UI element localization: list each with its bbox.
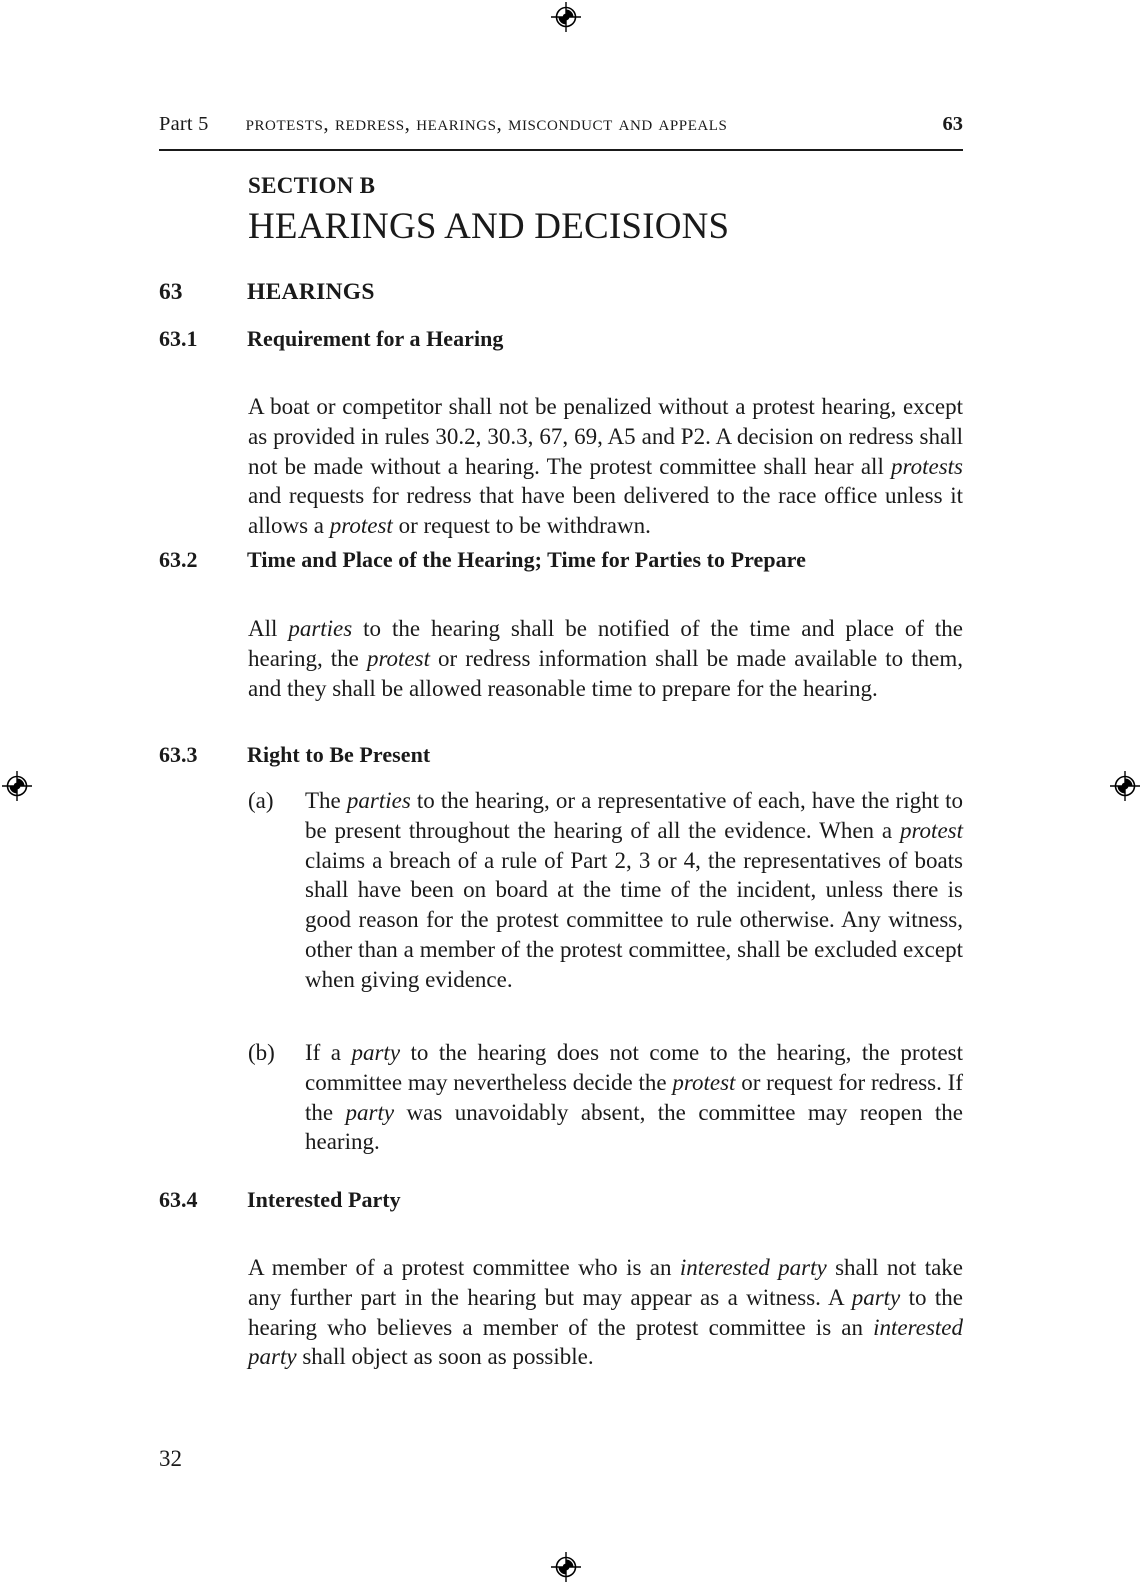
- running-head-title: protests, redress, hearings, misconduct and appeals: [245, 111, 728, 135]
- section-label: SECTION B: [248, 173, 376, 198]
- rule-63-3b-text-3: or request for redress. If the: [305, 1069, 963, 1125]
- rule-subitem-63-3-a: [248, 786, 963, 995]
- section-title: HEARINGS AND DECISIONS: [248, 206, 730, 247]
- rule-number-63-2: 63.2: [159, 547, 198, 572]
- header-divider: [159, 149, 963, 151]
- rule-63-2-text-3: or redress information shall be made available to them, and they shall be allowed reasonable time to prepare for the hearing.: [248, 645, 963, 701]
- rule-heading-63-1: [159, 326, 503, 352]
- rule-63-4-text-2: shall not take any further part in the hearing but may appear as a witness. A: [248, 1255, 964, 1310]
- rule-subitem-63-3-b: [248, 1038, 963, 1157]
- running-head: [159, 111, 963, 145]
- rule-63-3b-italic-3: party: [345, 1099, 395, 1125]
- rule-63-3a-text-2: to the hearing, or a representative of each, have the right to be present throughout the hearing of all the evidence. When a: [305, 788, 963, 843]
- rule-heading-63-2: [159, 547, 806, 573]
- running-head-part: Part 5: [159, 113, 209, 135]
- rule-number-63-4: 63.4: [159, 1187, 198, 1212]
- registration-mark-bottom: [551, 1552, 581, 1582]
- rule-number-63-3: 63.3: [159, 742, 198, 767]
- rule-63-2-italic-1: parties: [288, 616, 353, 641]
- rule-63-3b-italic-1: party: [351, 1040, 401, 1065]
- rule-title-63-3: Right to Be Present: [247, 742, 431, 767]
- registration-mark-top: [551, 2, 581, 32]
- rule-63-1-text-2: and requests for redress that have been delivered to the race office unless it allows a: [248, 483, 963, 539]
- rule-subitem-letter-a: (a): [248, 788, 274, 813]
- registration-mark-right: [1110, 771, 1140, 801]
- rule-body-63-4: [248, 1253, 963, 1372]
- rule-title-63: HEARINGS: [247, 279, 375, 305]
- rule-body-63-2: [248, 614, 963, 703]
- rule-63-3b-text-2: to the hearing does not come to the hearing, the protest committee may nevertheless decide the: [305, 1040, 963, 1095]
- rule-63-3a-italic-2: protest: [899, 817, 963, 843]
- rule-63-4-italic-3: interested party: [248, 1314, 963, 1370]
- page-folio-bottom: 32: [159, 1446, 182, 1471]
- rule-heading-63-4: [159, 1187, 401, 1213]
- rule-63-1-text-1: A boat or competitor shall not be penalized without a protest hearing, except as provided in rules 30.2, 30.3, 67, 69, A5 and P2. A decision on redress shall not be made without a hearing. The protest committee shall hear all: [248, 394, 963, 479]
- rule-63-1-italic-1: protests: [891, 453, 963, 479]
- rule-heading-63: [159, 279, 375, 306]
- rule-number-63: 63: [159, 279, 183, 305]
- rule-63-2-italic-2: protest: [366, 645, 430, 671]
- rule-body-63-1: [248, 392, 963, 541]
- rule-title-63-2: Time and Place of the Hearing; Time for Parties to Prepare: [247, 547, 806, 572]
- rule-63-3b-text-4: was unavoidably absent, the committee may reopen the hearing.: [305, 1099, 963, 1155]
- rule-63-1-text-3: or request to be withdrawn.: [392, 513, 651, 539]
- rule-63-2-text-1: All: [248, 616, 289, 641]
- rule-63-4-italic-1: interested party: [679, 1255, 827, 1280]
- rule-63-3a-text-1: The: [305, 788, 347, 813]
- rule-63-3a-text-3: claims a breach of a rule of Part 2, 3 or 4, the representatives of boats shall have been on board at the time of the incident, unless there is good reason for the protest committee to rule otherwise. Any witness, other than a member of the protest committee, shall be excluded except when giving evidence.: [305, 847, 963, 992]
- rule-63-4-italic-2: party: [851, 1284, 901, 1310]
- rule-number-63-1: 63.1: [159, 326, 198, 351]
- rule-title-63-4: Interested Party: [247, 1187, 401, 1212]
- rule-63-2-text-2: to the hearing shall be notified of the time and place of the hearing, the: [248, 616, 964, 671]
- registration-mark-left: [2, 771, 32, 801]
- rule-63-3a-italic-1: parties: [346, 788, 411, 813]
- rule-63-4-text-3: to the hearing who believes a member of the protest committee is an: [248, 1284, 963, 1340]
- rule-63-4-text-1: A member of a protest committee who is an: [248, 1255, 680, 1280]
- rule-subitem-text-a: [305, 786, 963, 995]
- rule-63-4-text-4: shall object as soon as possible.: [296, 1344, 594, 1370]
- rule-subitem-text-b: [305, 1038, 963, 1157]
- rule-63-1-italic-2: protest: [329, 513, 393, 539]
- rule-63-3b-italic-2: protest: [672, 1069, 736, 1095]
- rule-subitem-letter-b: (b): [248, 1040, 275, 1065]
- rule-heading-63-3: [159, 742, 430, 768]
- rule-title-63-1: Requirement for a Hearing: [247, 326, 504, 351]
- running-head-folio: 63: [942, 113, 963, 135]
- rule-63-3b-text-1: If a: [305, 1040, 352, 1065]
